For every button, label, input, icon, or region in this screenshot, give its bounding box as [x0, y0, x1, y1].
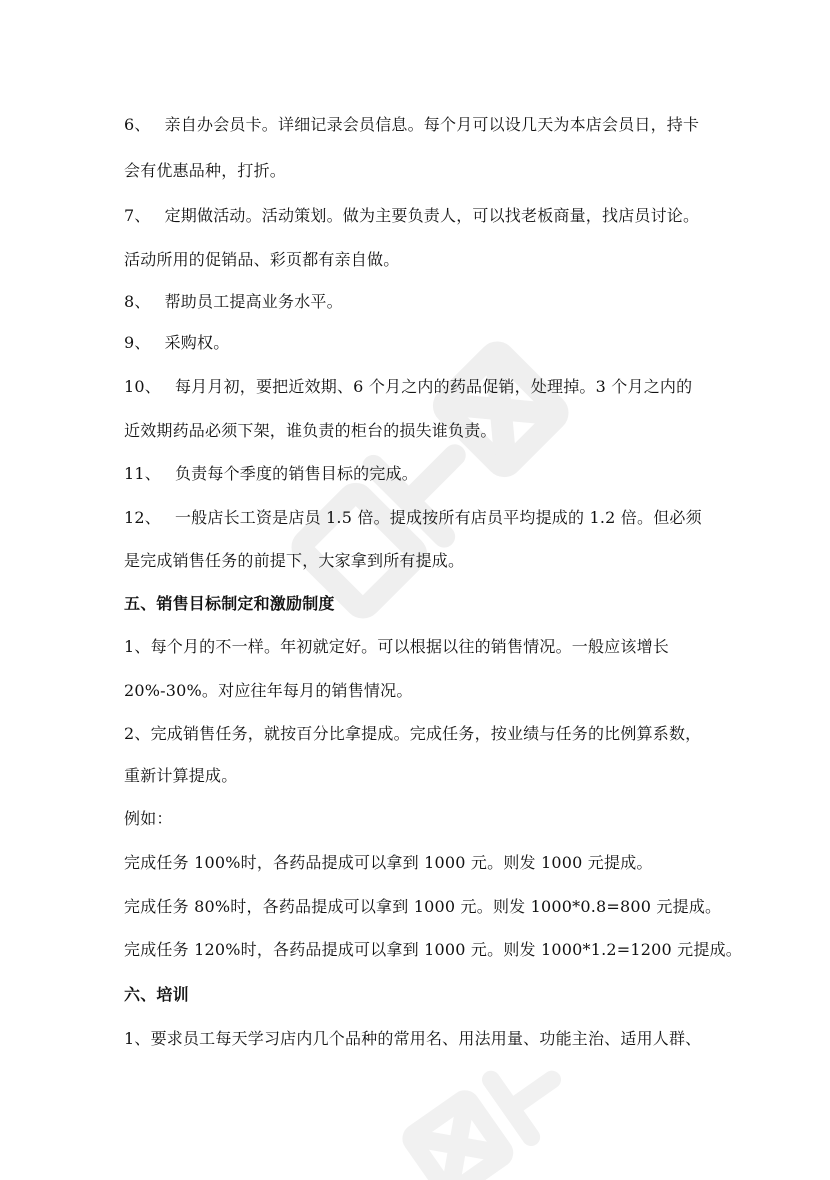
list-item-11: [124, 464, 418, 484]
item-text: 采购权。: [164, 333, 230, 352]
section-heading-5: 五、销售目标制定和激励制度: [124, 594, 335, 613]
section5-paragraph-1-continued: 20%-30%。对应往年每月的销售情况。: [124, 681, 413, 700]
example-line-3: 完成任务 120%时，各药品提成可以拿到 1000 元。则发 1000*1.2=1200 元提成。: [124, 940, 742, 959]
list-item-7-continued: 活动所用的促销品、彩页都有亲自做。: [124, 250, 400, 269]
list-item-12: [124, 508, 702, 528]
item-number: 12、: [124, 508, 161, 527]
item-text: 每月月初，要把近效期、6 个月之内的药品促销，处理掉。3 个月之内的: [174, 377, 693, 396]
section5-paragraph-1: 1、每个月的不一样。年初就定好。可以根据以往的销售情况。一般应该增长: [124, 637, 669, 656]
item-number: 7、: [124, 206, 151, 225]
list-item-8: [124, 292, 343, 312]
section6-paragraph-1: 1、要求员工每天学习店内几个品种的常用名、用法用量、功能主治、适用人群、: [124, 1029, 702, 1048]
list-item-9: [124, 333, 229, 353]
item-text: 帮助员工提高业务水平。: [164, 292, 343, 311]
list-item-10-continued: 近效期药品必须下架，谁负责的柜台的损失谁负责。: [124, 421, 497, 440]
section-heading-6: 六、培训: [124, 985, 189, 1004]
example-line-1: 完成任务 100%时，各药品提成可以拿到 1000 元。则发 1000 元提成。: [124, 853, 653, 872]
item-number: 11、: [124, 464, 161, 483]
list-item-12-continued: 是完成销售任务的前提下，大家拿到所有提成。: [124, 551, 465, 570]
list-item-6-continued: 会有优惠品种，打折。: [124, 161, 287, 180]
item-number: 6、: [124, 115, 151, 134]
watermark-logo-bottom: [350, 1040, 650, 1180]
item-text: 负责每个季度的销售目标的完成。: [174, 464, 418, 483]
item-number: 8、: [124, 292, 151, 311]
list-item-7: [124, 206, 699, 226]
section5-paragraph-2-continued: 重新计算提成。: [124, 766, 238, 785]
item-number: 9、: [124, 333, 151, 352]
item-number: 10、: [124, 377, 161, 396]
example-line-2: 完成任务 80%时，各药品提成可以拿到 1000 元。则发 1000*0.8=800 元提成。: [124, 897, 722, 916]
item-text: 一般店长工资是店员 1.5 倍。提成按所有店员平均提成的 1.2 倍。但必须: [174, 508, 702, 527]
list-item-10: [124, 377, 692, 397]
example-label: 例如：: [124, 809, 173, 828]
section5-paragraph-2: 2、完成销售任务，就按百分比拿提成。完成任务，按业绩与任务的比例算系数，: [124, 724, 702, 743]
item-text: 亲自办会员卡。详细记录会员信息。每个月可以设几天为本店会员日，持卡: [164, 115, 700, 134]
list-item-6: [124, 115, 699, 135]
item-text: 定期做活动。活动策划。做为主要负责人，可以找老板商量，找店员讨论。: [164, 206, 700, 225]
